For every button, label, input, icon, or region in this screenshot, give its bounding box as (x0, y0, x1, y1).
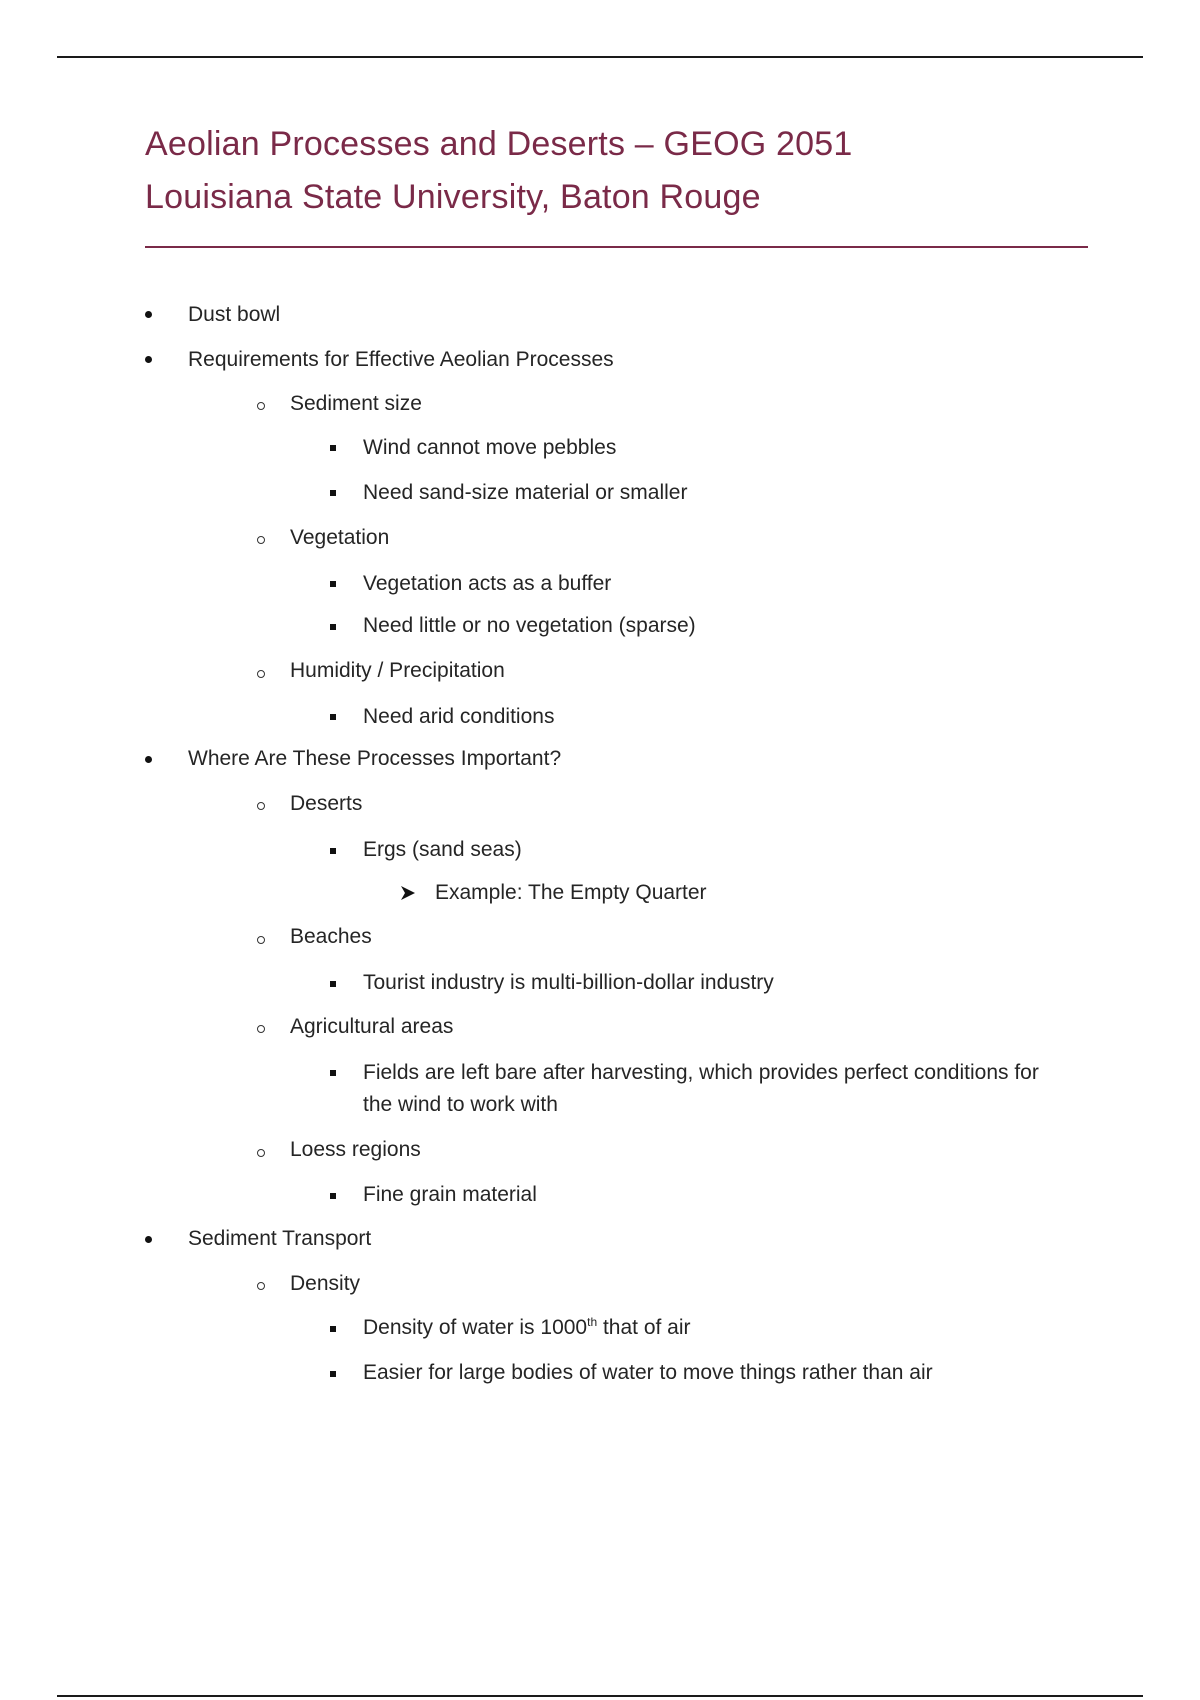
outline-item-easier-water: Easier for large bodies of water to move things rather than air (363, 1361, 933, 1384)
outline-item-requirements: Requirements for Effective Aeolian Processes (188, 348, 614, 371)
title-line-1: Aeolian Processes and Deserts – GEOG 2051 (145, 125, 853, 163)
bullet-disc (145, 756, 152, 763)
density-text-prefix: Density of water is 1000 (363, 1316, 588, 1339)
bullet-circle (257, 1149, 265, 1157)
bullet-disc (145, 1236, 152, 1243)
outline-item-sand-size: Need sand-size material or smaller (363, 481, 688, 504)
bullet-square (330, 490, 336, 496)
bullet-square (330, 1326, 336, 1332)
bullet-circle (257, 1025, 265, 1033)
bullet-disc (145, 356, 152, 363)
outline-item-sediment-transport: Sediment Transport (188, 1227, 372, 1250)
bullet-circle (257, 936, 265, 944)
outline-item-loess: Loess regions (290, 1138, 421, 1161)
outline-item-sparse-vegetation: Need little or no vegetation (sparse) (363, 614, 696, 637)
bullet-square (330, 445, 336, 451)
bullet-square (330, 1193, 336, 1199)
outline-item-sediment-size: Sediment size (290, 392, 422, 415)
outline-item-vegetation: Vegetation (290, 526, 390, 549)
outline-item-agricultural: Agricultural areas (290, 1015, 454, 1038)
outline-item-beaches: Beaches (290, 925, 372, 948)
outline-item-humidity: Humidity / Precipitation (290, 659, 505, 682)
outline-item-fields-line2: the wind to work with (363, 1093, 558, 1116)
bullet-square (330, 714, 336, 720)
outline-item-dust-bowl: Dust bowl (188, 303, 281, 326)
bullet-circle (257, 1282, 265, 1290)
bullet-square (330, 848, 336, 854)
outline-item-empty-quarter: Example: The Empty Quarter (435, 881, 707, 904)
bullet-square (330, 1070, 336, 1076)
bullet-square (330, 624, 336, 630)
density-text-suffix: that of air (597, 1316, 691, 1339)
outline-item-tourist: Tourist industry is multi-billion-dollar industry (363, 971, 774, 994)
outline-item-fields-line1: Fields are left bare after harvesting, which provides perfect conditions for (363, 1061, 1039, 1084)
arrow-bullet-icon (400, 885, 416, 901)
page-bottom-rule (57, 1695, 1143, 1697)
bullet-square (330, 1371, 336, 1377)
outline-item-ergs: Ergs (sand seas) (363, 838, 522, 861)
outline-item-density-water (363, 1314, 691, 1342)
outline-item-deserts: Deserts (290, 792, 363, 815)
bullet-circle (257, 802, 265, 810)
title-line-2: Louisiana State University, Baton Rouge (145, 178, 761, 216)
density-superscript: th (587, 1315, 598, 1329)
bullet-disc (145, 311, 152, 318)
outline-item-vegetation-buffer: Vegetation acts as a buffer (363, 572, 612, 595)
bullet-square (330, 981, 336, 987)
bullet-circle (257, 536, 265, 544)
outline-item-density: Density (290, 1272, 361, 1295)
outline-item-arid: Need arid conditions (363, 705, 555, 728)
bullet-circle (257, 402, 265, 410)
outline-item-fine-grain: Fine grain material (363, 1183, 537, 1206)
bullet-square (330, 581, 336, 587)
bullet-circle (257, 670, 265, 678)
outline-item-wind-pebbles: Wind cannot move pebbles (363, 436, 617, 459)
outline-item-where-important: Where Are These Processes Important? (188, 747, 562, 770)
